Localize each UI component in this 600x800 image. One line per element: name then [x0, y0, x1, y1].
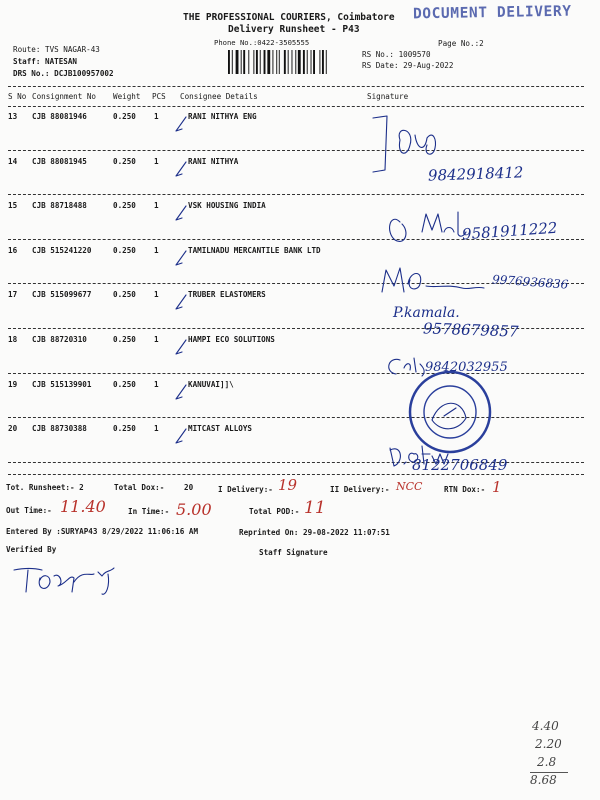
cell-consignment: CJB 515241220 [32, 245, 92, 255]
cell-weight: 0.250 [113, 424, 136, 434]
drs-number: DRS No.: DCJB100957002 [13, 69, 114, 78]
barcode-bar [311, 50, 312, 74]
col-header-consignee: Consignee Details [180, 92, 258, 101]
col-header-sno: S No [8, 92, 27, 101]
rtn-dox-value: 1 [492, 478, 502, 496]
phone-row18: 9842032955 [425, 360, 508, 375]
phone-row14: 9842918412 [427, 163, 524, 185]
barcode [228, 50, 356, 74]
barcode-bar [326, 50, 327, 74]
cell-weight: 0.250 [113, 245, 136, 255]
cell-sno: 14 [8, 156, 18, 166]
cell-sno: 13 [8, 112, 18, 121]
cell-pcs: 1 [154, 201, 159, 211]
barcode-bar [248, 50, 249, 74]
cell-consignee: MITCAST ALLOYS [188, 424, 253, 434]
total-pod-label: Total POD:- [249, 507, 300, 516]
staff-label: Staff: NATESAN [13, 57, 78, 66]
cell-consignee: KANUVAI]]\ [188, 379, 234, 389]
barcode-bar [295, 50, 296, 74]
ii-delivery-value: NCC [396, 480, 423, 493]
cell-pcs: 1 [154, 112, 159, 121]
cell-pcs: 1 [154, 379, 159, 389]
barcode-bar [313, 50, 315, 74]
total-dox-value: 20 [184, 483, 194, 492]
barcode-bar [292, 50, 293, 74]
in-time-value: 5.00 [176, 500, 212, 519]
summary-top-rule [8, 474, 584, 475]
cell-consignee: RANI NITHYA ENG [188, 112, 257, 121]
cell-consignee: TAMILNADU MERCANTILE BANK LTD [188, 245, 321, 255]
cell-weight: 0.250 [113, 156, 136, 166]
cell-consignee: RANI NITHYA [188, 156, 239, 166]
cell-sno: 18 [8, 335, 18, 344]
table-header-rule [8, 106, 584, 107]
cell-consignment: CJB 515139901 [32, 379, 92, 389]
pen-tick-mark [172, 338, 192, 358]
pencil-sum-line [530, 772, 568, 773]
pencil-calc-line: 2.20 [535, 737, 562, 751]
total-pod-value: 11 [304, 498, 326, 518]
barcode-bar [260, 50, 261, 74]
i-delivery-value: 19 [278, 476, 298, 494]
barcode-bar [319, 50, 320, 74]
table-top-rule [8, 86, 584, 87]
pen-tick-mark [172, 204, 192, 224]
out-time-value: 11.40 [60, 497, 106, 516]
cell-consignment: CJB 88718488 [32, 201, 87, 211]
company-title: THE PROFESSIONAL COURIERS, Coimbatore [183, 12, 395, 23]
staff-signature-label: Staff Signature [259, 548, 328, 557]
barcode-bar [322, 50, 324, 74]
rs-date: RS Date: 29-Aug-2022 [362, 61, 454, 70]
cell-weight: 0.250 [113, 379, 136, 389]
signature-row16 [376, 262, 496, 302]
pencil-calc-line: 8.68 [530, 773, 557, 787]
cell-weight: 0.250 [113, 112, 136, 121]
row-separator [8, 150, 584, 151]
barcode-bar [264, 50, 266, 74]
cell-sno: 16 [8, 245, 18, 255]
cell-pcs: 1 [154, 156, 159, 166]
cell-sno: 15 [8, 201, 18, 211]
reprinted-on: Reprinted On: 29-08-2022 11:07:51 [239, 528, 390, 537]
barcode-bar [272, 50, 273, 74]
barcode-bar [253, 50, 254, 74]
barcode-bar [288, 50, 289, 74]
cell-consignment: CJB 88730388 [32, 424, 87, 434]
barcode-bar [267, 50, 270, 74]
barcode-bar [298, 50, 301, 74]
barcode-bar [243, 50, 245, 74]
cell-sno: 20 [8, 424, 18, 434]
pen-tick-mark [172, 293, 192, 313]
cell-sno: 17 [8, 290, 18, 300]
barcode-bar [276, 50, 277, 74]
cell-consignee: VSK HOUSING INDIA [188, 201, 266, 211]
rtn-dox-label: RTN Dox:- [444, 485, 486, 494]
cell-consignment: CJB 88081945 [32, 156, 87, 166]
cell-consignment: CJB 88720310 [32, 335, 87, 344]
barcode-bar [279, 50, 280, 74]
cell-consignee: HAMPI ECO SOLUTIONS [188, 335, 275, 344]
barcode-bar [228, 50, 230, 74]
pen-tick-mark [172, 383, 192, 403]
cell-consignment: CJB 88081946 [32, 112, 87, 121]
col-header-pcs: PCS [152, 92, 166, 101]
barcode-bar [241, 50, 242, 74]
pencil-calc-line: 2.8 [537, 755, 557, 769]
cell-consignment: CJB 515099677 [32, 290, 92, 300]
cell-consignee: TRUBER ELASTOMERS [188, 290, 266, 300]
cell-pcs: 1 [154, 424, 159, 434]
signature-row15 [380, 202, 470, 252]
out-time-label: Out Time:- [6, 506, 52, 515]
pen-tick-mark [172, 249, 192, 269]
rs-number: RS No.: 1009570 [362, 50, 431, 59]
cell-pcs: 1 [154, 335, 159, 344]
name-row17: P.kamala. [393, 305, 460, 321]
ii-delivery-label: II Delivery:- [330, 485, 390, 494]
barcode-bar [303, 50, 305, 74]
page-number: Page No.:2 [438, 39, 484, 48]
barcode-bar [236, 50, 239, 74]
tot-runsheet: Tot. Runsheet:- 2 [6, 483, 84, 492]
cell-weight: 0.250 [113, 201, 136, 211]
pen-tick-mark [172, 160, 192, 180]
cell-pcs: 1 [154, 290, 159, 300]
cell-weight: 0.250 [113, 335, 136, 344]
phone-number: Phone No.:0422-3505555 [214, 38, 310, 47]
col-header-weight: Weight [113, 92, 141, 101]
verified-by: Verified By [6, 545, 57, 554]
row-separator [8, 194, 584, 195]
col-header-consignment: Consignment No [32, 92, 97, 101]
barcode-bar [307, 50, 308, 74]
cell-sno: 19 [8, 379, 18, 389]
verified-by-signature [10, 562, 140, 602]
cell-weight: 0.250 [113, 290, 136, 300]
pen-tick-mark [172, 427, 192, 447]
barcode-bar [232, 50, 233, 74]
col-header-signature: Signature [367, 92, 409, 101]
i-delivery-label: I Delivery:- [218, 485, 273, 494]
route-label: Route: TVS NAGAR-43 [13, 45, 100, 54]
cell-pcs: 1 [154, 245, 159, 255]
total-dox-label: Total Dox:- [114, 483, 165, 492]
phone-row17: 9578679857 [422, 319, 519, 341]
phone-row15: 9581911222 [461, 218, 558, 244]
barcode-bar [256, 50, 258, 74]
runsheet-subtitle: Delivery Runsheet - P43 [228, 24, 360, 35]
in-time-label: In Time:- [128, 507, 170, 516]
entered-by: Entered By :SURYAP43 8/29/2022 11:06:16 AM [6, 527, 199, 536]
document-delivery-stamp: DOCUMENT DELIVERY [412, 3, 572, 23]
barcode-bar [284, 50, 286, 74]
phone-row20: 8122706849 [412, 456, 508, 474]
pencil-calc-line: 4.40 [532, 719, 559, 733]
pen-tick-mark [172, 115, 192, 135]
phone-row16: 9976936836 [491, 272, 569, 292]
